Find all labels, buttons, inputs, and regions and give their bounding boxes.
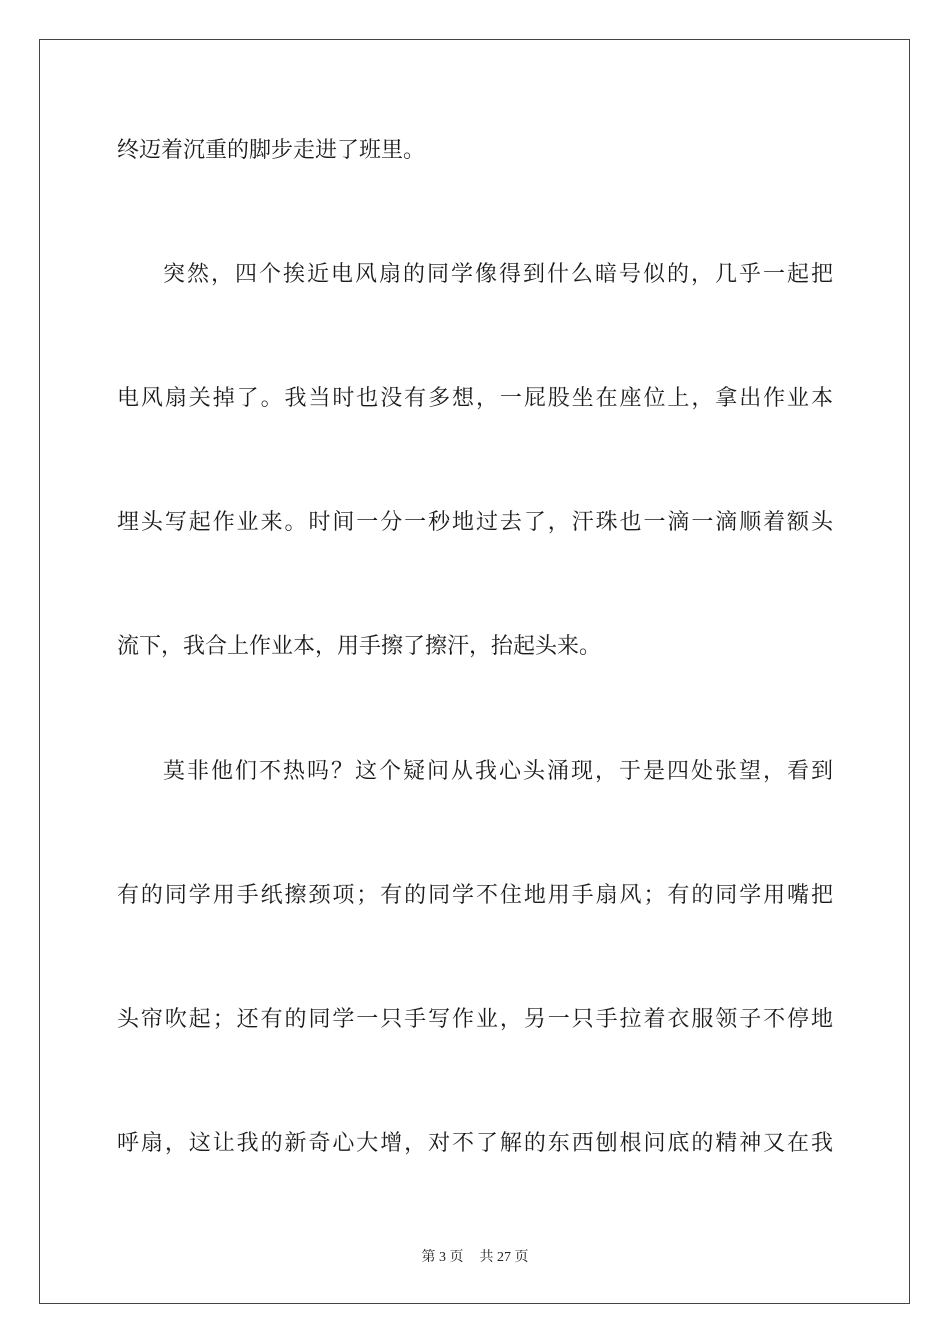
page-footer [0,1246,950,1266]
text-line-9: 呼扇，这让我的新奇心大增，对不了解的东西刨根问底的精神又在我 [117,1131,833,1156]
text-line-4: 埋头写起作业来。时间一分一秒地过去了，汗珠也一滴一滴顺着额头 [117,510,833,535]
text-line-3: 电风扇关掉了。我当时也没有多想，一屁股坐在座位上，拿出作业本 [117,386,833,411]
text-line-2: 突然，四个挨近电风扇的同学像得到什么暗号似的，几乎一起把 [163,262,833,287]
page-border [39,39,910,1304]
text-line-1: 终迈着沉重的脚步走进了班里。 [117,138,426,163]
text-line-8: 头帘吹起；还有的同学一只手写作业，另一只手拉着衣服领子不停地 [117,1007,833,1032]
page-number: 第 3 页 [421,1250,464,1265]
text-line-7: 有的同学用手纸擦颈项；有的同学不住地用手扇风；有的同学用嘴把 [117,883,833,908]
text-line-6: 莫非他们不热吗？这个疑问从我心头涌现，于是四处张望，看到 [163,759,833,784]
text-line-5: 流下，我合上作业本，用手擦了擦汗，抬起头来。 [117,634,602,659]
page-total: 共 27 页 [479,1250,529,1265]
